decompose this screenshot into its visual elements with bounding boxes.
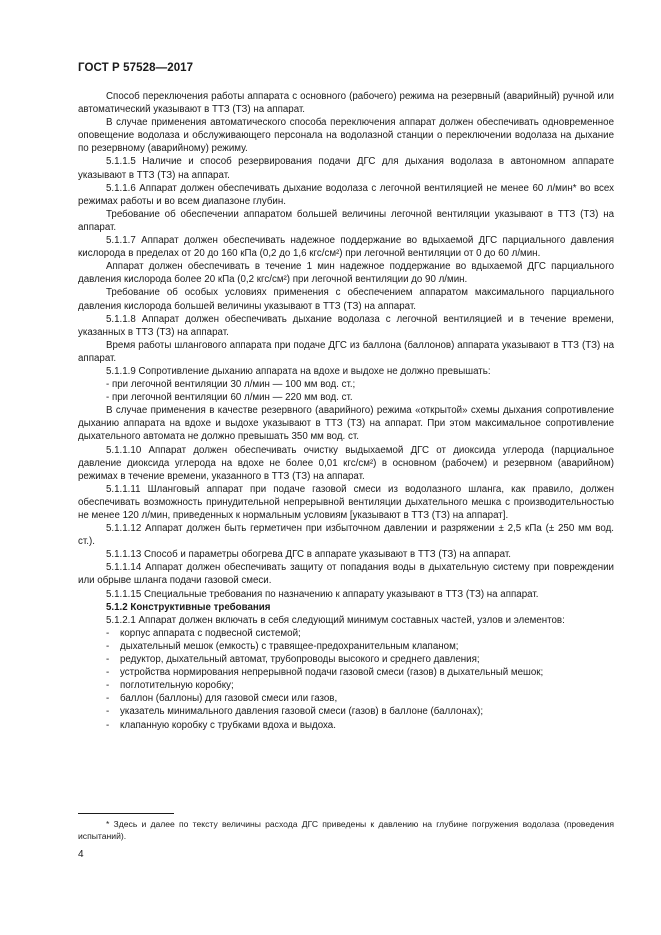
paragraph: Требование об особых условиях применения с обеспечением аппаратом максимального парциального давления кислорода большей величины указывают в ТТЗ (ТЗ) на аппарат. (78, 287, 614, 312)
list-item-text: указатель минимального давления газовой смеси (газов) в баллоне (баллонах); (120, 706, 484, 718)
paragraph: В случае применения в качестве резервного (аварийного) режима «открытой» схемы дыхания сопротивление дыханию аппарата на вдохе и выдохе указывают в ТТЗ (ТЗ) на аппарат. При этом максимальное сопротивление дыхательного автомата не должно превышать 350 мм вод. ст. (78, 405, 614, 443)
paragraph: Требование об обеспечении аппаратом большей величины легочной вентиляции указывают в ТТЗ (ТЗ) на аппарат. (78, 208, 614, 233)
paragraph: Способ переключения работы аппарата с основного (рабочего) режима на резервный (аварийный) ручной или автоматический указывают в ТТЗ (ТЗ) на аппарат. (78, 91, 614, 116)
paragraph: 5.1.1.7 Аппарат должен обеспечивать надежное поддержание во вдыхаемой ДГС парциального давления кислорода в пределах от 20 до 160 кПа (0,2 до 1,6 кгс/см²) при легочной вентиляции от 0 до 60 л/мин. (78, 235, 614, 260)
paragraph: 5.1.1.6 Аппарат должен обеспечивать дыхание водолаза с легочной вентиляцией не менее 60 л/мин* во всех режимах работы и во всем диапазоне глубин. (78, 182, 614, 207)
list-item (78, 653, 614, 666)
paragraph: В случае применения автоматического способа переключения аппарат должен обеспечивать одновременное оповещение водолаза и обслуживающего персонала на водолазной станции о переключении водолаза на дыхание по резервному (аварийному) режиму. (78, 117, 614, 155)
paragraph: 5.1.1.13 Способ и параметры обогрева ДГС в аппарате указывают в ТТЗ (ТЗ) на аппарат. (106, 549, 511, 561)
footnote: * Здесь и далее по тексту величины расхода ДГС приведены к давлению на глубине погружения водолаза (проведения испытаний). (78, 819, 614, 841)
list-marker: - (106, 667, 110, 679)
list-marker: - (106, 654, 110, 666)
paragraph: 5.1.1.15 Специальные требования по назначению к аппарату указывают в ТТЗ (ТЗ) на аппарат. (106, 588, 539, 600)
list-item-text: дыхательный мешок (емкость) с травящее-предохранительным клапаном; (120, 640, 459, 652)
list-marker: - (106, 627, 110, 639)
list-marker: - (106, 640, 110, 652)
paragraph: 5.1.1.14 Аппарат должен обеспечивать защиту от попадания воды в дыхательную систему при повреждении или обрыве шланга подачи газовой смеси. (78, 562, 614, 587)
footnote-divider (78, 813, 174, 814)
list-item (78, 640, 614, 653)
list-marker: - (106, 706, 110, 718)
list-item-text: баллон (баллоны) для газовой смеси или газов, (120, 693, 338, 705)
list-item-text: клапанную коробку с трубками вдоха и выдоха. (120, 719, 336, 731)
list-item (78, 692, 614, 705)
section-heading: 5.1.2 Конструктивные требования (106, 601, 271, 613)
list-item (78, 679, 614, 692)
paragraph: - при легочной вентиляции 30 л/мин — 100 мм вод. ст.; (106, 379, 356, 391)
paragraph: 5.1.1.10 Аппарат должен обеспечивать очистку выдыхаемой ДГС от диоксида углерода (парциальное давление диоксида углерода на вдохе не более 0,01 кгс/см²) в основном (рабочем) и резервном (аварийном) режимах в течение времени, указанного в ТТЗ (ТЗ) на аппарат. (78, 444, 614, 482)
list-item-text: устройства нормирования непрерывной подачи газовой смеси (газов) в дыхательный мешок; (120, 667, 544, 679)
paragraph: Аппарат должен обеспечивать в течение 1 мин надежное поддержание во вдыхаемой ДГС парциального давления кислорода более 20 кПа (0,2 кгс/см²) при легочной вентиляции до 90 л/мин. (78, 261, 614, 286)
paragraph: 5.1.1.5 Наличие и способ резервирования подачи ДГС для дыхания водолаза в автономном аппарате указывают в ТТЗ (ТЗ) на аппарат. (78, 156, 614, 181)
paragraph: 5.1.1.11 Шланговый аппарат при подаче газовой смеси из водолазного шланга, как правило, должен обеспечивать возможность принудительной непрерывной вентиляции дыхательного мешка с производительностью не менее 120 л/мин, приведенных к нормальным условиям [указывают в ТТЗ (ТЗ) на аппарат]. (78, 483, 614, 521)
list-marker: - (106, 693, 110, 705)
list-item-text: редуктор, дыхательный автомат, трубопроводы высокого и среднего давления; (120, 654, 480, 666)
page-number: 4 (78, 849, 84, 860)
paragraph: 5.1.1.9 Сопротивление дыханию аппарата на вдохе и выдохе не должно превышать: (106, 365, 491, 377)
list-item (78, 666, 614, 679)
document-body (78, 90, 614, 732)
paragraph: 5.1.2.1 Аппарат должен включать в себя следующий минимум составных частей, узлов и элементов: (106, 614, 565, 626)
list-item (78, 719, 614, 732)
paragraph: 5.1.1.8 Аппарат должен обеспечивать дыхание водолаза с легочной вентиляцией и в течение времени, указанных в ТТЗ (ТЗ) на аппарат. (78, 313, 614, 338)
list-item-text: поглотительную коробку; (120, 680, 234, 692)
list-marker: - (106, 680, 110, 692)
paragraph: Время работы шлангового аппарата при подаче ДГС из баллона (баллонов) аппарата указывают в ТТЗ (ТЗ) на аппарат. (78, 339, 614, 364)
list-marker: - (106, 719, 110, 731)
document-header: ГОСТ Р 57528—2017 (78, 62, 194, 74)
list-item (78, 627, 614, 640)
list-item-text: корпус аппарата с подвесной системой; (120, 627, 301, 639)
paragraph: - при легочной вентиляции 60 л/мин — 220 мм вод. ст. (106, 392, 353, 404)
list-item (78, 705, 614, 718)
paragraph: 5.1.1.12 Аппарат должен быть герметичен при избыточном давлении и разряжении ± 2,5 кПа (± 250 мм вод. ст.). (78, 523, 614, 548)
